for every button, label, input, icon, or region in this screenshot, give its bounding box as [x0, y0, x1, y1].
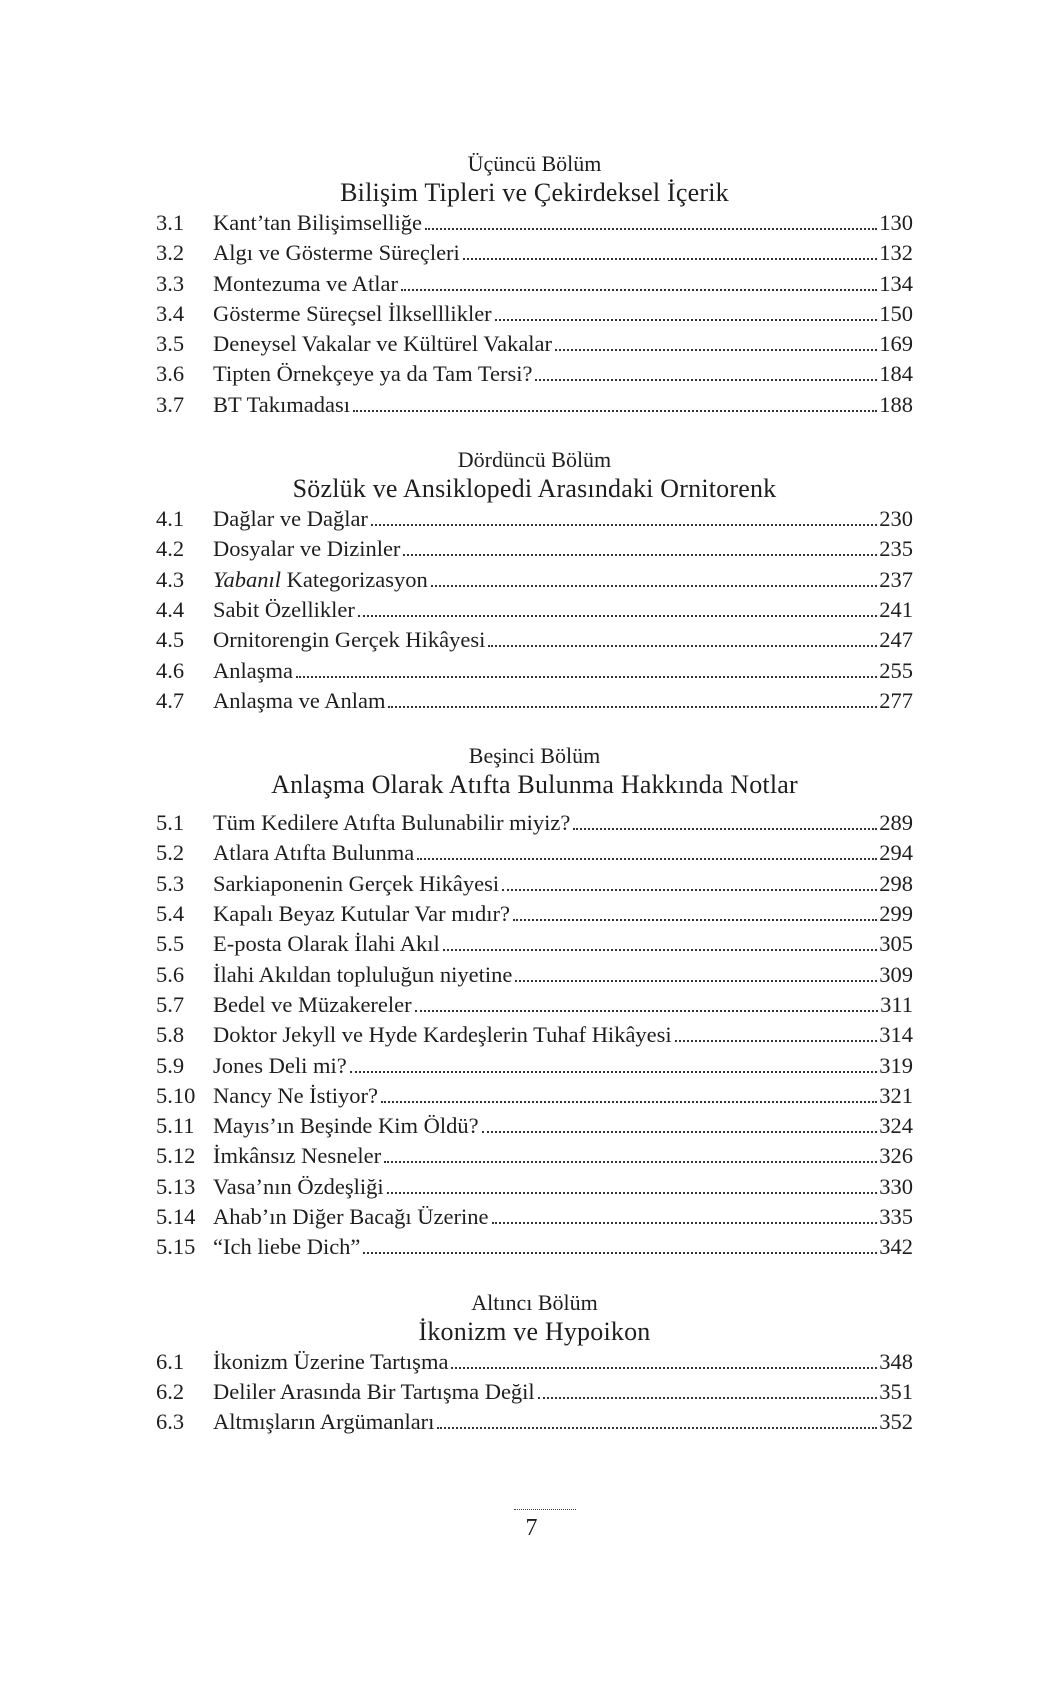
entry-number: 4.7 — [156, 687, 185, 713]
entry-page: 326 — [879, 1143, 913, 1169]
dot-leader — [388, 706, 877, 708]
toc-entry[interactable] — [156, 808, 913, 838]
entry-title: İlahi Akıldan topluluğun niyetine — [213, 961, 513, 987]
entry-title: Nancy Ne İstiyor? — [213, 1082, 378, 1108]
dot-leader — [513, 919, 877, 921]
entry-number: 5.9 — [156, 1052, 185, 1078]
toc-entry[interactable] — [156, 390, 913, 420]
entry-number: 3.2 — [156, 240, 185, 266]
entry-number: 3.7 — [156, 391, 185, 417]
entry-page: 309 — [879, 961, 913, 987]
entry-number: 5.15 — [156, 1234, 196, 1260]
section-label: Dördüncü Bölüm — [457, 447, 612, 473]
entry-number: 5.3 — [156, 870, 185, 896]
dot-leader — [502, 889, 877, 891]
entry-title: Ahab’ın Diğer Bacağı Üzerine — [213, 1204, 489, 1230]
entry-title: Jones Deli mi? — [213, 1052, 347, 1078]
entry-title: Doktor Jekyll ve Hyde Kardeşlerin Tuhaf Hikâyesi — [213, 1022, 672, 1048]
toc-entry[interactable] — [156, 625, 913, 655]
toc-entry[interactable] — [156, 359, 913, 389]
dot-leader — [495, 319, 878, 321]
entry-number: 4.5 — [156, 627, 185, 653]
entry-title: Atlara Atıfta Bulunma — [213, 840, 415, 866]
toc-entry[interactable] — [156, 329, 913, 359]
section-title: İkonizm ve Hypoikon — [418, 1316, 651, 1346]
entry-page: 235 — [879, 536, 913, 562]
dot-leader — [482, 1131, 878, 1133]
entry-title: “Ich liebe Dich” — [213, 1234, 361, 1260]
entry-title: İmkânsız Nesneler — [213, 1143, 382, 1169]
entry-title: Tüm Kedilere Atıfta Bulunabilir miyiz? — [213, 810, 571, 836]
dot-leader — [443, 949, 877, 951]
entry-title: Algı ve Gösterme Süreçleri — [213, 240, 460, 266]
entry-title-rest: Kategorizasyon — [280, 566, 428, 592]
dot-leader — [437, 1427, 877, 1429]
section-label: Altıncı Bölüm — [471, 1289, 598, 1315]
entry-page: 314 — [879, 1022, 913, 1048]
entry-page: 321 — [879, 1082, 913, 1108]
toc-entry[interactable] — [156, 1202, 913, 1232]
toc-entry[interactable] — [156, 960, 913, 990]
dot-leader — [451, 1367, 877, 1369]
entry-number: 5.5 — [156, 931, 185, 957]
entry-title: Bedel ve Müzakereler — [213, 991, 412, 1017]
toc-entry[interactable] — [156, 1232, 913, 1262]
entry-number: 5.7 — [156, 991, 185, 1017]
dot-leader — [415, 1010, 878, 1012]
section-title: Sözlük ve Ansiklopedi Arasındaki Ornitorenk — [292, 474, 777, 504]
section-label: Üçüncü Bölüm — [467, 151, 602, 176]
dot-leader — [417, 858, 877, 860]
entry-title: E-posta Olarak İlahi Akıl — [213, 931, 440, 957]
entry-number: 4.4 — [156, 596, 185, 622]
entry-number: 4.1 — [156, 506, 185, 532]
table-of-contents — [156, 150, 913, 1438]
entry-number: 5.10 — [156, 1082, 196, 1108]
entry-number: 6.3 — [156, 1409, 185, 1435]
toc-section — [156, 742, 913, 1262]
entry-title: Ornitorengin Gerçek Hikâyesi — [213, 627, 486, 653]
toc-entry[interactable] — [156, 1020, 913, 1050]
toc-entry[interactable] — [156, 869, 913, 899]
entry-number: 3.6 — [156, 361, 185, 387]
entry-number: 3.3 — [156, 270, 185, 296]
entry-page: 311 — [880, 991, 913, 1017]
dot-leader — [387, 1192, 878, 1194]
entry-number: 5.14 — [156, 1204, 196, 1230]
toc-entry[interactable] — [156, 504, 913, 534]
entry-page: 351 — [879, 1378, 913, 1404]
entry-page: 230 — [879, 506, 913, 532]
entry-page: 188 — [879, 391, 913, 417]
entry-page: 319 — [879, 1052, 913, 1078]
toc-entry[interactable] — [156, 838, 913, 868]
entry-number: 5.4 — [156, 901, 185, 927]
toc-section — [156, 150, 913, 420]
entry-title: Kant’tan Bilişimselliğe — [213, 210, 422, 235]
entry-page: 294 — [879, 840, 913, 866]
dot-leader — [488, 645, 877, 647]
dot-leader — [515, 980, 877, 982]
dot-leader — [492, 1222, 878, 1224]
entry-page: 289 — [879, 810, 913, 836]
entry-number: 6.1 — [156, 1348, 185, 1374]
toc-entry[interactable] — [156, 899, 913, 929]
section-title: Anlaşma Olarak Atıfta Bulunma Hakkında Notlar — [271, 770, 798, 800]
entry-title: Altmışların Argümanları — [213, 1409, 435, 1435]
entry-title: Dosyalar ve Dizinler — [213, 536, 401, 562]
entry-title: Mayıs’ın Beşinde Kim Öldü? — [213, 1113, 479, 1139]
entry-page: 277 — [879, 687, 913, 713]
entry-title-italic: Yabanıl — [213, 566, 281, 592]
entry-number: 6.2 — [156, 1378, 185, 1404]
toc-section — [156, 1289, 913, 1438]
entry-number: 3.4 — [156, 300, 185, 326]
footer-divider — [514, 1509, 576, 1510]
toc-entry[interactable] — [156, 1111, 913, 1141]
entry-page: 132 — [879, 240, 913, 266]
section-label: Beşinci Bölüm — [468, 743, 601, 769]
toc-entry[interactable] — [156, 1347, 913, 1377]
section-title: Bilişim Tipleri ve Çekirdeksel İçerik — [340, 178, 729, 207]
entry-page: 298 — [879, 870, 913, 896]
toc-entry[interactable] — [156, 990, 913, 1020]
entry-page: 352 — [879, 1409, 913, 1435]
toc-entry[interactable] — [156, 1172, 913, 1202]
toc-entry[interactable] — [156, 238, 913, 268]
toc-entry[interactable] — [156, 595, 913, 625]
entry-number: 5.8 — [156, 1022, 185, 1048]
dot-leader — [431, 585, 877, 587]
entry-number: 5.6 — [156, 961, 185, 987]
entry-page: 134 — [879, 270, 913, 296]
toc-entry[interactable] — [156, 1051, 913, 1081]
toc-entry[interactable] — [156, 1377, 913, 1407]
entry-number: 5.2 — [156, 840, 185, 866]
dot-leader — [358, 615, 877, 617]
toc-entry[interactable] — [156, 686, 913, 716]
entry-title: Gösterme Süreçsel İlkselllikler — [213, 300, 492, 326]
entry-number: 4.6 — [156, 657, 185, 683]
toc-entry[interactable] — [156, 1141, 913, 1171]
entry-page: 299 — [879, 901, 913, 927]
entry-page: 237 — [879, 566, 913, 592]
entry-page: 335 — [879, 1204, 913, 1230]
toc-entry[interactable] — [156, 1407, 913, 1437]
entry-page: 255 — [879, 657, 913, 683]
dot-leader — [363, 1252, 877, 1254]
toc-entry[interactable] — [156, 565, 913, 595]
dot-leader — [381, 1101, 877, 1103]
entry-number: 5.1 — [156, 810, 185, 836]
dot-leader — [555, 349, 877, 351]
dot-leader — [425, 228, 877, 230]
dot-leader — [403, 554, 877, 556]
entry-number: 5.11 — [156, 1113, 195, 1139]
toc-entry[interactable] — [156, 534, 913, 564]
entry-page: 348 — [879, 1348, 913, 1374]
dot-leader — [463, 258, 877, 260]
entry-title — [213, 565, 428, 595]
entry-title: Montezuma ve Atlar — [213, 270, 398, 296]
dot-leader — [538, 1397, 878, 1399]
dot-leader — [350, 1071, 878, 1073]
entry-page: 150 — [879, 300, 913, 326]
entry-number: 3.5 — [156, 331, 185, 357]
entry-title: İkonizm Üzerine Tartışma — [213, 1348, 449, 1374]
entry-number: 4.3 — [156, 566, 185, 592]
entry-page: 324 — [879, 1113, 913, 1139]
entry-page: 330 — [879, 1173, 913, 1199]
dot-leader — [675, 1040, 878, 1042]
toc-section — [156, 446, 913, 716]
entry-number: 5.13 — [156, 1173, 196, 1199]
entry-title: Anlaşma — [213, 657, 293, 683]
dot-leader — [296, 676, 877, 678]
entry-title: BT Takımadası — [213, 391, 350, 417]
entry-page: 169 — [879, 331, 913, 357]
entry-number: 5.12 — [156, 1143, 196, 1169]
dot-leader — [384, 1161, 877, 1163]
entry-number: 4.2 — [156, 536, 185, 562]
entry-title: Deliler Arasında Bir Tartışma Değil — [213, 1378, 535, 1404]
toc-entry[interactable] — [156, 1081, 913, 1111]
entry-title: Deneysel Vakalar ve Kültürel Vakalar — [213, 331, 553, 357]
toc-entry[interactable] — [156, 269, 913, 299]
entry-page: 130 — [879, 210, 913, 235]
dot-leader — [353, 410, 877, 412]
toc-entry[interactable] — [156, 929, 913, 959]
toc-entry[interactable] — [156, 656, 913, 686]
entry-page: 305 — [879, 931, 913, 957]
entry-number: 3.1 — [156, 210, 185, 235]
entry-title: Kapalı Beyaz Kutular Var mıdır? — [213, 901, 510, 927]
entry-title: Dağlar ve Dağlar — [213, 506, 368, 532]
entry-page: 342 — [879, 1234, 913, 1260]
entry-title: Sarkiaponenin Gerçek Hikâyesi — [213, 870, 500, 896]
entry-page: 241 — [879, 596, 913, 622]
dot-leader — [535, 379, 877, 381]
dot-leader — [573, 828, 877, 830]
page-number: 7 — [525, 1515, 538, 1541]
entry-title: Sabit Özellikler — [213, 596, 355, 622]
toc-entry[interactable] — [156, 208, 913, 238]
entry-title: Vasa’nın Özdeşliği — [213, 1173, 384, 1199]
entry-title: Tipten Örnekçeye ya da Tam Tersi? — [213, 361, 533, 387]
toc-entry[interactable] — [156, 299, 913, 329]
entry-page: 247 — [879, 627, 913, 653]
dot-leader — [371, 524, 877, 526]
dot-leader — [401, 289, 877, 291]
entry-title: Anlaşma ve Anlam — [213, 687, 386, 713]
entry-page: 184 — [879, 361, 913, 387]
